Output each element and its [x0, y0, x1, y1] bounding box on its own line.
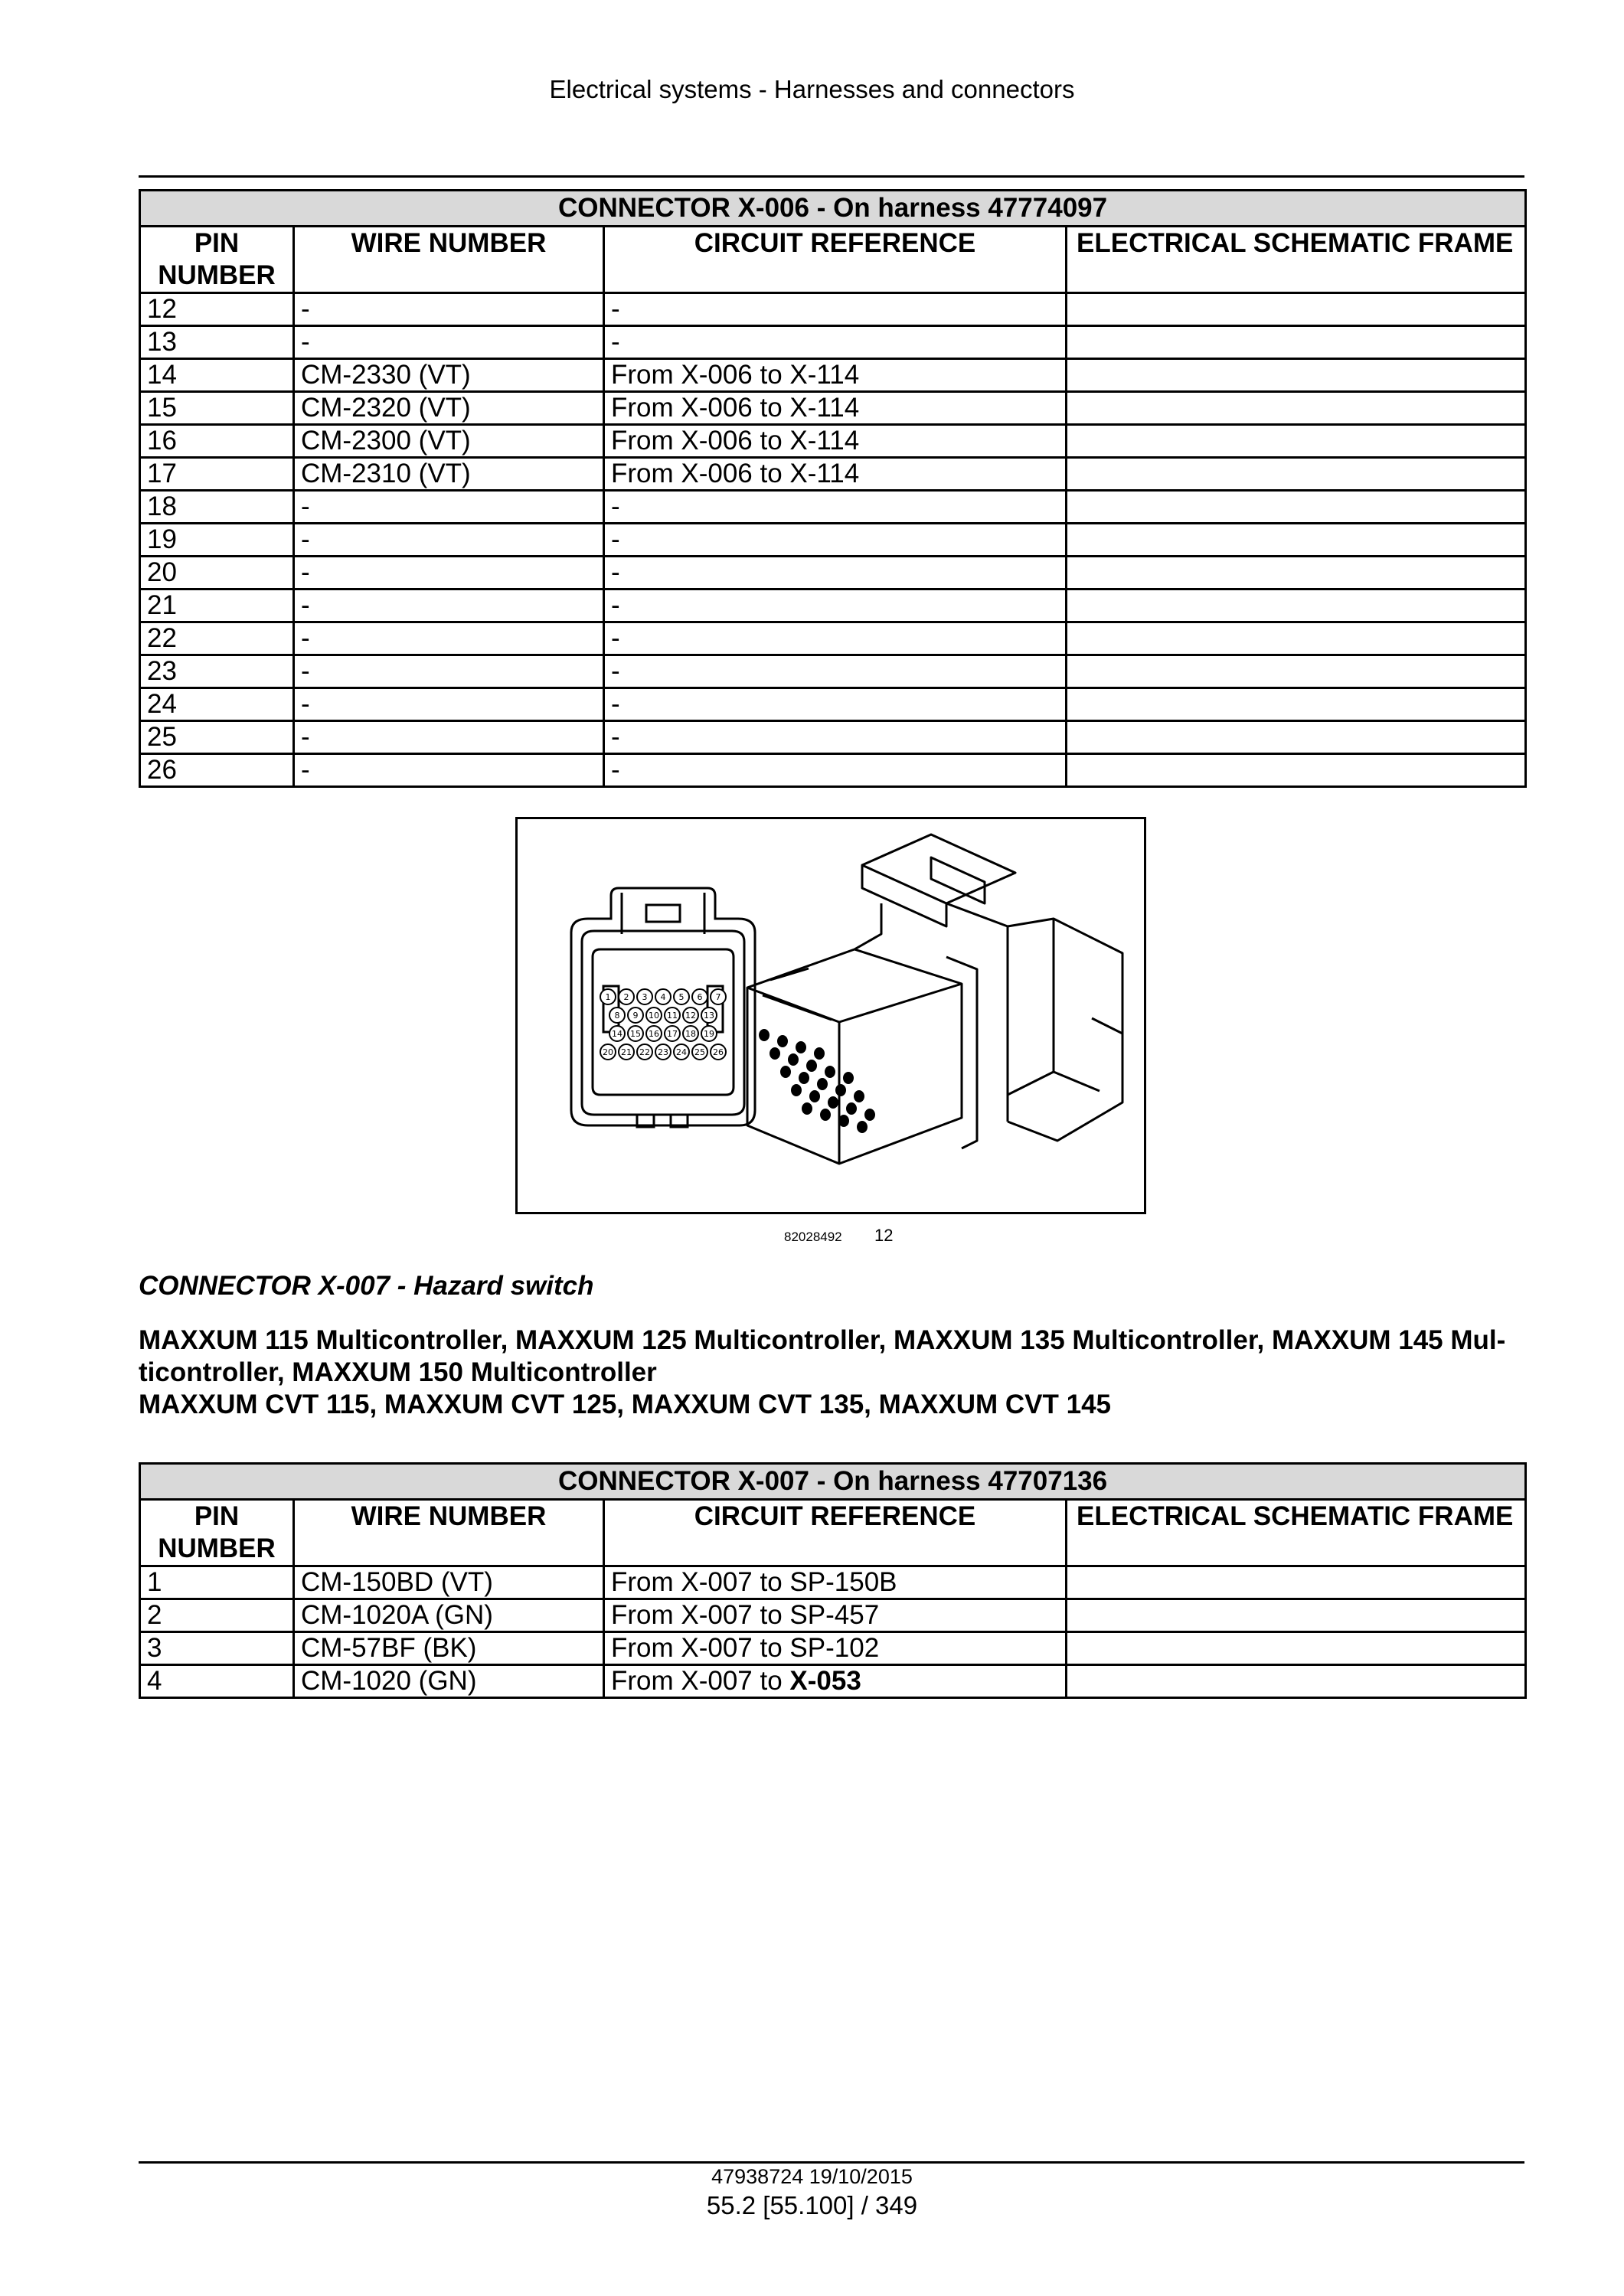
- pin-number-cell: 1: [140, 1566, 294, 1599]
- pin-label: 9: [632, 1011, 639, 1021]
- circuit-reference-cell: -: [604, 524, 1067, 557]
- wire-number-cell: CM-2310 (VT): [294, 458, 604, 491]
- connector-drawing: [518, 819, 1144, 1212]
- pin-label: 25: [694, 1047, 705, 1057]
- figure-number: 12: [874, 1226, 894, 1245]
- pin-label: 17: [667, 1029, 678, 1039]
- table-row: [140, 655, 1526, 688]
- pin-label: 2: [623, 992, 629, 1002]
- wire-number-cell: CM-2300 (VT): [294, 425, 604, 458]
- circuit-reference-cell: -: [604, 622, 1067, 655]
- wire-number-cell: CM-2320 (VT): [294, 392, 604, 425]
- pin-label: 13: [704, 1011, 714, 1021]
- wire-number-cell: -: [294, 622, 604, 655]
- table-row: [140, 293, 1526, 326]
- iso-pin: [828, 1096, 838, 1109]
- schematic-frame-cell: [1067, 1665, 1526, 1698]
- schematic-frame-cell: [1067, 491, 1526, 524]
- circuit-reference-cell: -: [604, 590, 1067, 622]
- wire-number-cell: CM-150BD (VT): [294, 1566, 604, 1599]
- wire-number-cell: -: [294, 491, 604, 524]
- iso-pin: [825, 1066, 835, 1078]
- circuit-reference-cell: -: [604, 326, 1067, 359]
- pin-label: 3: [642, 992, 648, 1002]
- table-row: [140, 754, 1526, 787]
- wire-number-cell: -: [294, 721, 604, 754]
- schematic-frame-cell: [1067, 590, 1526, 622]
- pin-label: 21: [621, 1047, 632, 1057]
- table-body: [140, 1566, 1526, 1698]
- col-header-circuit-reference: CIRCUIT REFERENCE: [604, 1500, 1067, 1566]
- table-row: [140, 524, 1526, 557]
- iso-pin: [820, 1109, 831, 1121]
- pin-label: 7: [715, 992, 721, 1002]
- wire-number-cell: CM-1020 (GN): [294, 1665, 604, 1698]
- section-title: CONNECTOR X-007 - Hazard switch: [139, 1271, 594, 1301]
- wire-number-cell: CM-57BF (BK): [294, 1632, 604, 1665]
- table-title: CONNECTOR X-006 - On harness 47774097: [140, 191, 1526, 227]
- pin-number-cell: 20: [140, 557, 294, 590]
- iso-pin: [857, 1121, 868, 1133]
- wire-number-cell: CM-1020A (GN): [294, 1599, 604, 1632]
- circuit-reference-cell: -: [604, 491, 1067, 524]
- wire-number-cell: -: [294, 754, 604, 787]
- col-header-wire-number: WIRE NUMBER: [294, 227, 604, 293]
- schematic-frame-cell: [1067, 1632, 1526, 1665]
- schematic-frame-cell: [1067, 425, 1526, 458]
- pin-label: 14: [612, 1029, 622, 1039]
- circuit-reference-cell: -: [604, 688, 1067, 721]
- pin-number-cell: 15: [140, 392, 294, 425]
- isometric-pin-array: [759, 1029, 875, 1133]
- pin-number-cell: 2: [140, 1599, 294, 1632]
- iso-pin: [770, 1047, 780, 1060]
- figure-image-id: 82028492: [784, 1230, 842, 1244]
- pin-number-cell: 23: [140, 655, 294, 688]
- pin-number-cell: 4: [140, 1665, 294, 1698]
- pin-number-cell: 17: [140, 458, 294, 491]
- pin-number-cell: 3: [140, 1632, 294, 1665]
- table-row: [140, 425, 1526, 458]
- circuit-reference-cell: -: [604, 557, 1067, 590]
- pin-label: 8: [614, 1011, 620, 1021]
- schematic-frame-cell: [1067, 458, 1526, 491]
- connector-isometric-view: [747, 834, 1122, 1164]
- table-row: [140, 1632, 1526, 1665]
- pin-number-cell: 25: [140, 721, 294, 754]
- circuit-reference-cell: From X-006 to X-114: [604, 425, 1067, 458]
- schematic-frame-cell: [1067, 392, 1526, 425]
- table-row: [140, 1566, 1526, 1599]
- pin-label: 5: [678, 992, 685, 1002]
- pin-label: 1: [605, 992, 611, 1002]
- circuit-reference-cell: From X-007 to SP-457: [604, 1599, 1067, 1632]
- wire-number-cell: CM-2330 (VT): [294, 359, 604, 392]
- col-header-pin-number: PIN NUMBER: [140, 227, 294, 293]
- table-row: [140, 590, 1526, 622]
- schematic-frame-cell: [1067, 721, 1526, 754]
- models-line-1: MAXXUM 115 Multicontroller, MAXXUM 125 Multicontroller, MAXXUM 135 Multicontroller, MAXXUM 145 Mul-: [139, 1325, 1506, 1355]
- table-body: [140, 293, 1526, 787]
- table-row: [140, 359, 1526, 392]
- pin-label: 19: [704, 1029, 714, 1039]
- bold-connector-reference: X-053: [789, 1666, 861, 1696]
- pin-number-cell: 16: [140, 425, 294, 458]
- schematic-frame-cell: [1067, 293, 1526, 326]
- iso-pin: [843, 1072, 854, 1084]
- schematic-frame-cell: [1067, 326, 1526, 359]
- document-code: 47938724 19/10/2015: [711, 2165, 913, 2188]
- schematic-frame-cell: [1067, 1566, 1526, 1599]
- col-header-circuit-reference: CIRCUIT REFERENCE: [604, 227, 1067, 293]
- iso-pin: [759, 1029, 770, 1041]
- table-title: CONNECTOR X-007 - On harness 47707136: [140, 1464, 1526, 1500]
- pin-label: 4: [660, 992, 666, 1002]
- wire-number-cell: -: [294, 688, 604, 721]
- schematic-frame-cell: [1067, 524, 1526, 557]
- wire-number-cell: -: [294, 326, 604, 359]
- pin-label: 22: [639, 1047, 650, 1057]
- table-row: [140, 1665, 1526, 1698]
- schematic-frame-cell: [1067, 359, 1526, 392]
- circuit-reference-cell: From X-007 to SP-150B: [604, 1566, 1067, 1599]
- footer-rule: [139, 2161, 1524, 2164]
- iso-pin: [806, 1060, 817, 1072]
- pin-number-cell: 22: [140, 622, 294, 655]
- connector-x007-table: [139, 1462, 1527, 1699]
- table-row: [140, 721, 1526, 754]
- models-line-2: ticontroller, MAXXUM 150 Multicontroller: [139, 1357, 657, 1387]
- pin-number-cell: 19: [140, 524, 294, 557]
- table-row: [140, 491, 1526, 524]
- table-row: [140, 688, 1526, 721]
- pin-label: 10: [649, 1011, 659, 1021]
- pin-label: 15: [630, 1029, 641, 1039]
- schematic-frame-cell: [1067, 754, 1526, 787]
- schematic-frame-cell: [1067, 688, 1526, 721]
- schematic-frame-cell: [1067, 655, 1526, 688]
- connector-x006-table: [139, 189, 1527, 788]
- pin-label: 23: [658, 1047, 668, 1057]
- iso-pin: [838, 1115, 849, 1127]
- table-row: [140, 1599, 1526, 1632]
- circuit-reference-cell: -: [604, 721, 1067, 754]
- schematic-frame-cell: [1067, 622, 1526, 655]
- circuit-reference-cell: From X-007 to SP-102: [604, 1632, 1067, 1665]
- table-row: [140, 326, 1526, 359]
- wire-number-cell: -: [294, 655, 604, 688]
- pin-number-cell: 12: [140, 293, 294, 326]
- pin-label: 11: [667, 1011, 678, 1021]
- pin-number-cell: 24: [140, 688, 294, 721]
- iso-pin: [809, 1090, 820, 1102]
- circuit-reference-cell: From X-007 to X-053: [604, 1665, 1067, 1698]
- col-header-schematic-frame: ELECTRICAL SCHEMATIC FRAME: [1067, 227, 1526, 293]
- circuit-reference-cell: -: [604, 655, 1067, 688]
- table-row: [140, 458, 1526, 491]
- wire-number-cell: -: [294, 590, 604, 622]
- iso-pin: [817, 1078, 828, 1090]
- iso-pin: [802, 1102, 812, 1115]
- circuit-reference-cell: From X-006 to X-114: [604, 458, 1067, 491]
- iso-pin: [796, 1041, 806, 1053]
- circuit-reference-cell: From X-006 to X-114: [604, 392, 1067, 425]
- pin-number-cell: 26: [140, 754, 294, 787]
- schematic-frame-cell: [1067, 557, 1526, 590]
- iso-pin: [799, 1072, 809, 1084]
- iso-pin: [780, 1066, 791, 1078]
- header-rule: [139, 175, 1524, 178]
- circuit-reference-cell: From X-006 to X-114: [604, 359, 1067, 392]
- pin-label: 6: [697, 992, 703, 1002]
- pin-label: 16: [649, 1029, 659, 1039]
- page-header-title: Electrical systems - Harnesses and connectors: [549, 75, 1075, 103]
- pin-label: 24: [676, 1047, 687, 1057]
- col-header-pin-number: PIN NUMBER: [140, 1500, 294, 1566]
- pin-number-cell: 14: [140, 359, 294, 392]
- models-line-3: MAXXUM CVT 115, MAXXUM CVT 125, MAXXUM CVT 135, MAXXUM CVT 145: [139, 1390, 1111, 1419]
- col-header-wire-number: WIRE NUMBER: [294, 1500, 604, 1566]
- iso-pin: [846, 1102, 857, 1115]
- wire-number-cell: -: [294, 557, 604, 590]
- table-row: [140, 557, 1526, 590]
- iso-pin: [854, 1090, 864, 1102]
- iso-pin: [864, 1109, 875, 1121]
- iso-pin: [788, 1053, 799, 1066]
- pin-label: 20: [603, 1047, 613, 1057]
- table-row: [140, 622, 1526, 655]
- pin-number-cell: 13: [140, 326, 294, 359]
- pin-label: 18: [685, 1029, 696, 1039]
- circuit-reference-cell: -: [604, 293, 1067, 326]
- page-number: 55.2 [55.100] / 349: [706, 2191, 918, 2219]
- pin-label: 26: [713, 1047, 724, 1057]
- table-row: [140, 392, 1526, 425]
- iso-pin: [791, 1084, 802, 1096]
- connector-figure: [515, 817, 1146, 1214]
- wire-number-cell: -: [294, 293, 604, 326]
- circuit-reference-cell: -: [604, 754, 1067, 787]
- wire-number-cell: -: [294, 524, 604, 557]
- pin-label: 12: [685, 1011, 696, 1021]
- iso-pin: [814, 1047, 825, 1060]
- connector-front-view: [571, 888, 755, 1127]
- pin-number-cell: 18: [140, 491, 294, 524]
- pin-number-cell: 21: [140, 590, 294, 622]
- schematic-frame-cell: [1067, 1599, 1526, 1632]
- iso-pin: [835, 1084, 846, 1096]
- model-applicability: [139, 1324, 1524, 1421]
- iso-pin: [777, 1035, 788, 1047]
- col-header-schematic-frame: ELECTRICAL SCHEMATIC FRAME: [1067, 1500, 1526, 1566]
